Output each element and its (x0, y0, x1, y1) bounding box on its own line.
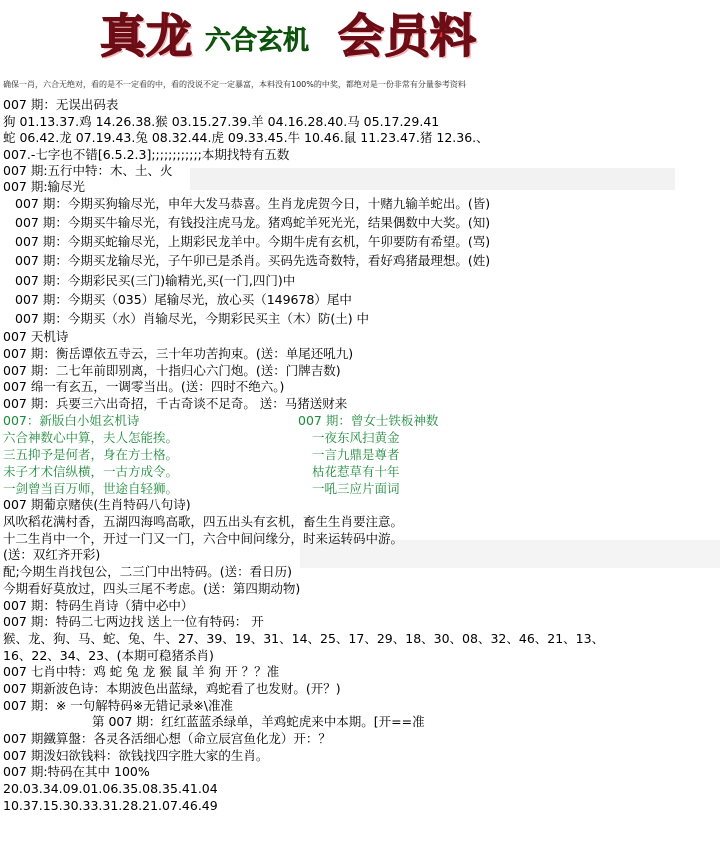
text-line: 007 期：今期买蛇输尽光，上期彩民龙羊中。今期牛虎有玄机，午卯要防有希望。(骂) (15, 234, 491, 249)
text-line: 007 期：今期买龙输尽光，子午卯已是杀肖。买码先选奇数特，看好鸡猪最理想。(姓) (15, 253, 491, 268)
banner-title-middle: 六合玄机 (205, 26, 310, 56)
text-line: 007 期:特码在其中 100% (3, 764, 150, 779)
text-line: 蛇 06.42.龙 07.19.43.兔 08.32.44.虎 09.33.45.牛 10.46.鼠 11.23.47.猪 12.36.、 (3, 130, 489, 145)
text-line: 007 期：今期彩民买(三门)输精光,买(一门,四门)中 (15, 273, 296, 288)
text-line: 007 期：今期买（水）肖输尽光，今期彩民买主（木）防(土) 中 (15, 311, 370, 326)
text-line: 今期看好莫放过，四头三尾不考虑。(送：第四期动物) (3, 581, 301, 596)
text-line: 第 007 期：红红蓝蓝杀绿单，羊鸡蛇虎来中本期。[开==准 (92, 714, 425, 729)
text-line: 007 期：今期买狗输尽光，申年大发马恭喜。生肖龙虎贺今日，十赌九输羊蛇出。(皆) (15, 196, 491, 211)
text-line: 007 期葡京赌侠(生肖特码八句诗) (3, 497, 191, 512)
number-line: 20.03.34.09.01.06.35.08.35.41.04 (3, 781, 218, 796)
text-line: 007 期：今期买牛输尽光，有钱投注虎马龙。猪鸡蛇羊死光光，结果偶数中大奖。(知) (15, 215, 491, 230)
poem-heading-left: 007：新版白小姐玄机诗 (3, 413, 140, 428)
poem-line-left: 六合神数心中算，夫人怎能挨。 (3, 430, 179, 445)
text-line: 007 期鐵算盤：各灵各活细心想（命立辰宫鱼化龙）开：？ (3, 731, 331, 746)
text-line: 007 期：特码二七两边找 送上一位有特码： 开 (3, 614, 264, 629)
poem-line-right: 枯花惹草有十年 (312, 464, 400, 479)
poem-line-right: 一吼三应片面词 (312, 481, 400, 496)
banner-title-right: 会员料 (338, 9, 476, 63)
text-line: 007 期泼妇欲钱料：欲钱找四字胜大家的生肖。 (3, 748, 269, 763)
text-line: 007 期：兵要三六出奇招，千古奇谈不足奇。 送：马猪送财来 (3, 396, 348, 411)
text-line: 007 期新波色诗：本期波色出蓝绿，鸡蛇看了也发财。(开？) (3, 681, 341, 696)
text-line: 风吹稻花满村香，五湖四海鸣高歌，四五出头有玄机，畜生生肖要注意。 (3, 514, 404, 529)
text-line: 16、22、34、23、(本期可稳猪杀肖) (3, 648, 214, 663)
text-line: 007 天机诗 (3, 329, 69, 344)
text-line: 狗 01.13.37.鸡 14.26.38.猴 03.15.27.39.羊 04.16.28.40.马 05.17.29.41 (3, 114, 440, 129)
text-line: 猴、龙、狗、马、蛇、兔、牛、27、39、19、31、14、25、17、29、18、30、08、32、46、21、13、 (3, 631, 605, 646)
text-line: 007 期：※ 一句解特码※无错记录※\准准 (3, 698, 233, 713)
shade-block (190, 168, 675, 190)
poem-line-left: 一剑曾当百万师，世途自轻狮。 (3, 481, 179, 496)
text-line: 007 期：今期买（035）尾输尽光，放心买（149678）尾中 (15, 292, 352, 307)
poem-line-right: 一言九鼎是尊者 (312, 447, 400, 462)
text-line: 007 期：衡岳谭依五寺云，三十年功苦拘束。(送：单尾还吼九) (3, 346, 354, 361)
poem-line-left: 未子才术信纵横，一古方成令。 (3, 464, 179, 479)
text-line: 007 期:输尽光 (3, 179, 86, 194)
text-line: 007 期：无误出码表 (3, 97, 119, 112)
text-line: 配;今期生肖找包公，二三门中出特码。(送：看日历) (3, 564, 292, 579)
text-line: 007 期：二七年前即别离，十指归心六门炮。(送：门牌吉数) (3, 363, 341, 378)
text-line: 007 绵一有玄五，一调零当出。(送：四时不绝六。) (3, 379, 285, 394)
poem-line-left: 三五抑予是何者，身在方士格。 (3, 447, 179, 462)
text-line: 007.-七字也不错[6.5.2.3];;;;;;;;;;;;本期找特有五数 (3, 147, 290, 162)
banner-title-left: 真龙 (100, 9, 192, 63)
poem-heading-right: 007 期：曾女士铁板神数 (298, 413, 439, 428)
text-line: 十二生肖中一个，开过一门又一门，六合中间问缘分，时来运转码中游。 (3, 531, 404, 546)
text-line: 007 七肖中特：鸡 蛇 兔 龙 猴 鼠 羊 狗 开 ？？准 (3, 664, 280, 679)
number-line: 10.37.15.30.33.31.28.21.07.46.49 (3, 798, 218, 813)
header-banner (0, 0, 720, 78)
poem-line-right: 一夜东风扫黄金 (312, 430, 400, 445)
text-line: 007 期:五行中特：木、土、火 (3, 163, 173, 178)
text-line: 007 期：特码生肖诗（猜中必中） (3, 598, 194, 613)
text-line: (送：双红齐开彩) (3, 547, 101, 562)
slogan-text: 确保一肖，六合无绝对，看的是不一定看的中，看的没说不定一定暴富，本料没有100%的中奖，都绝对是一份非常有分量参考资料 (3, 80, 466, 89)
